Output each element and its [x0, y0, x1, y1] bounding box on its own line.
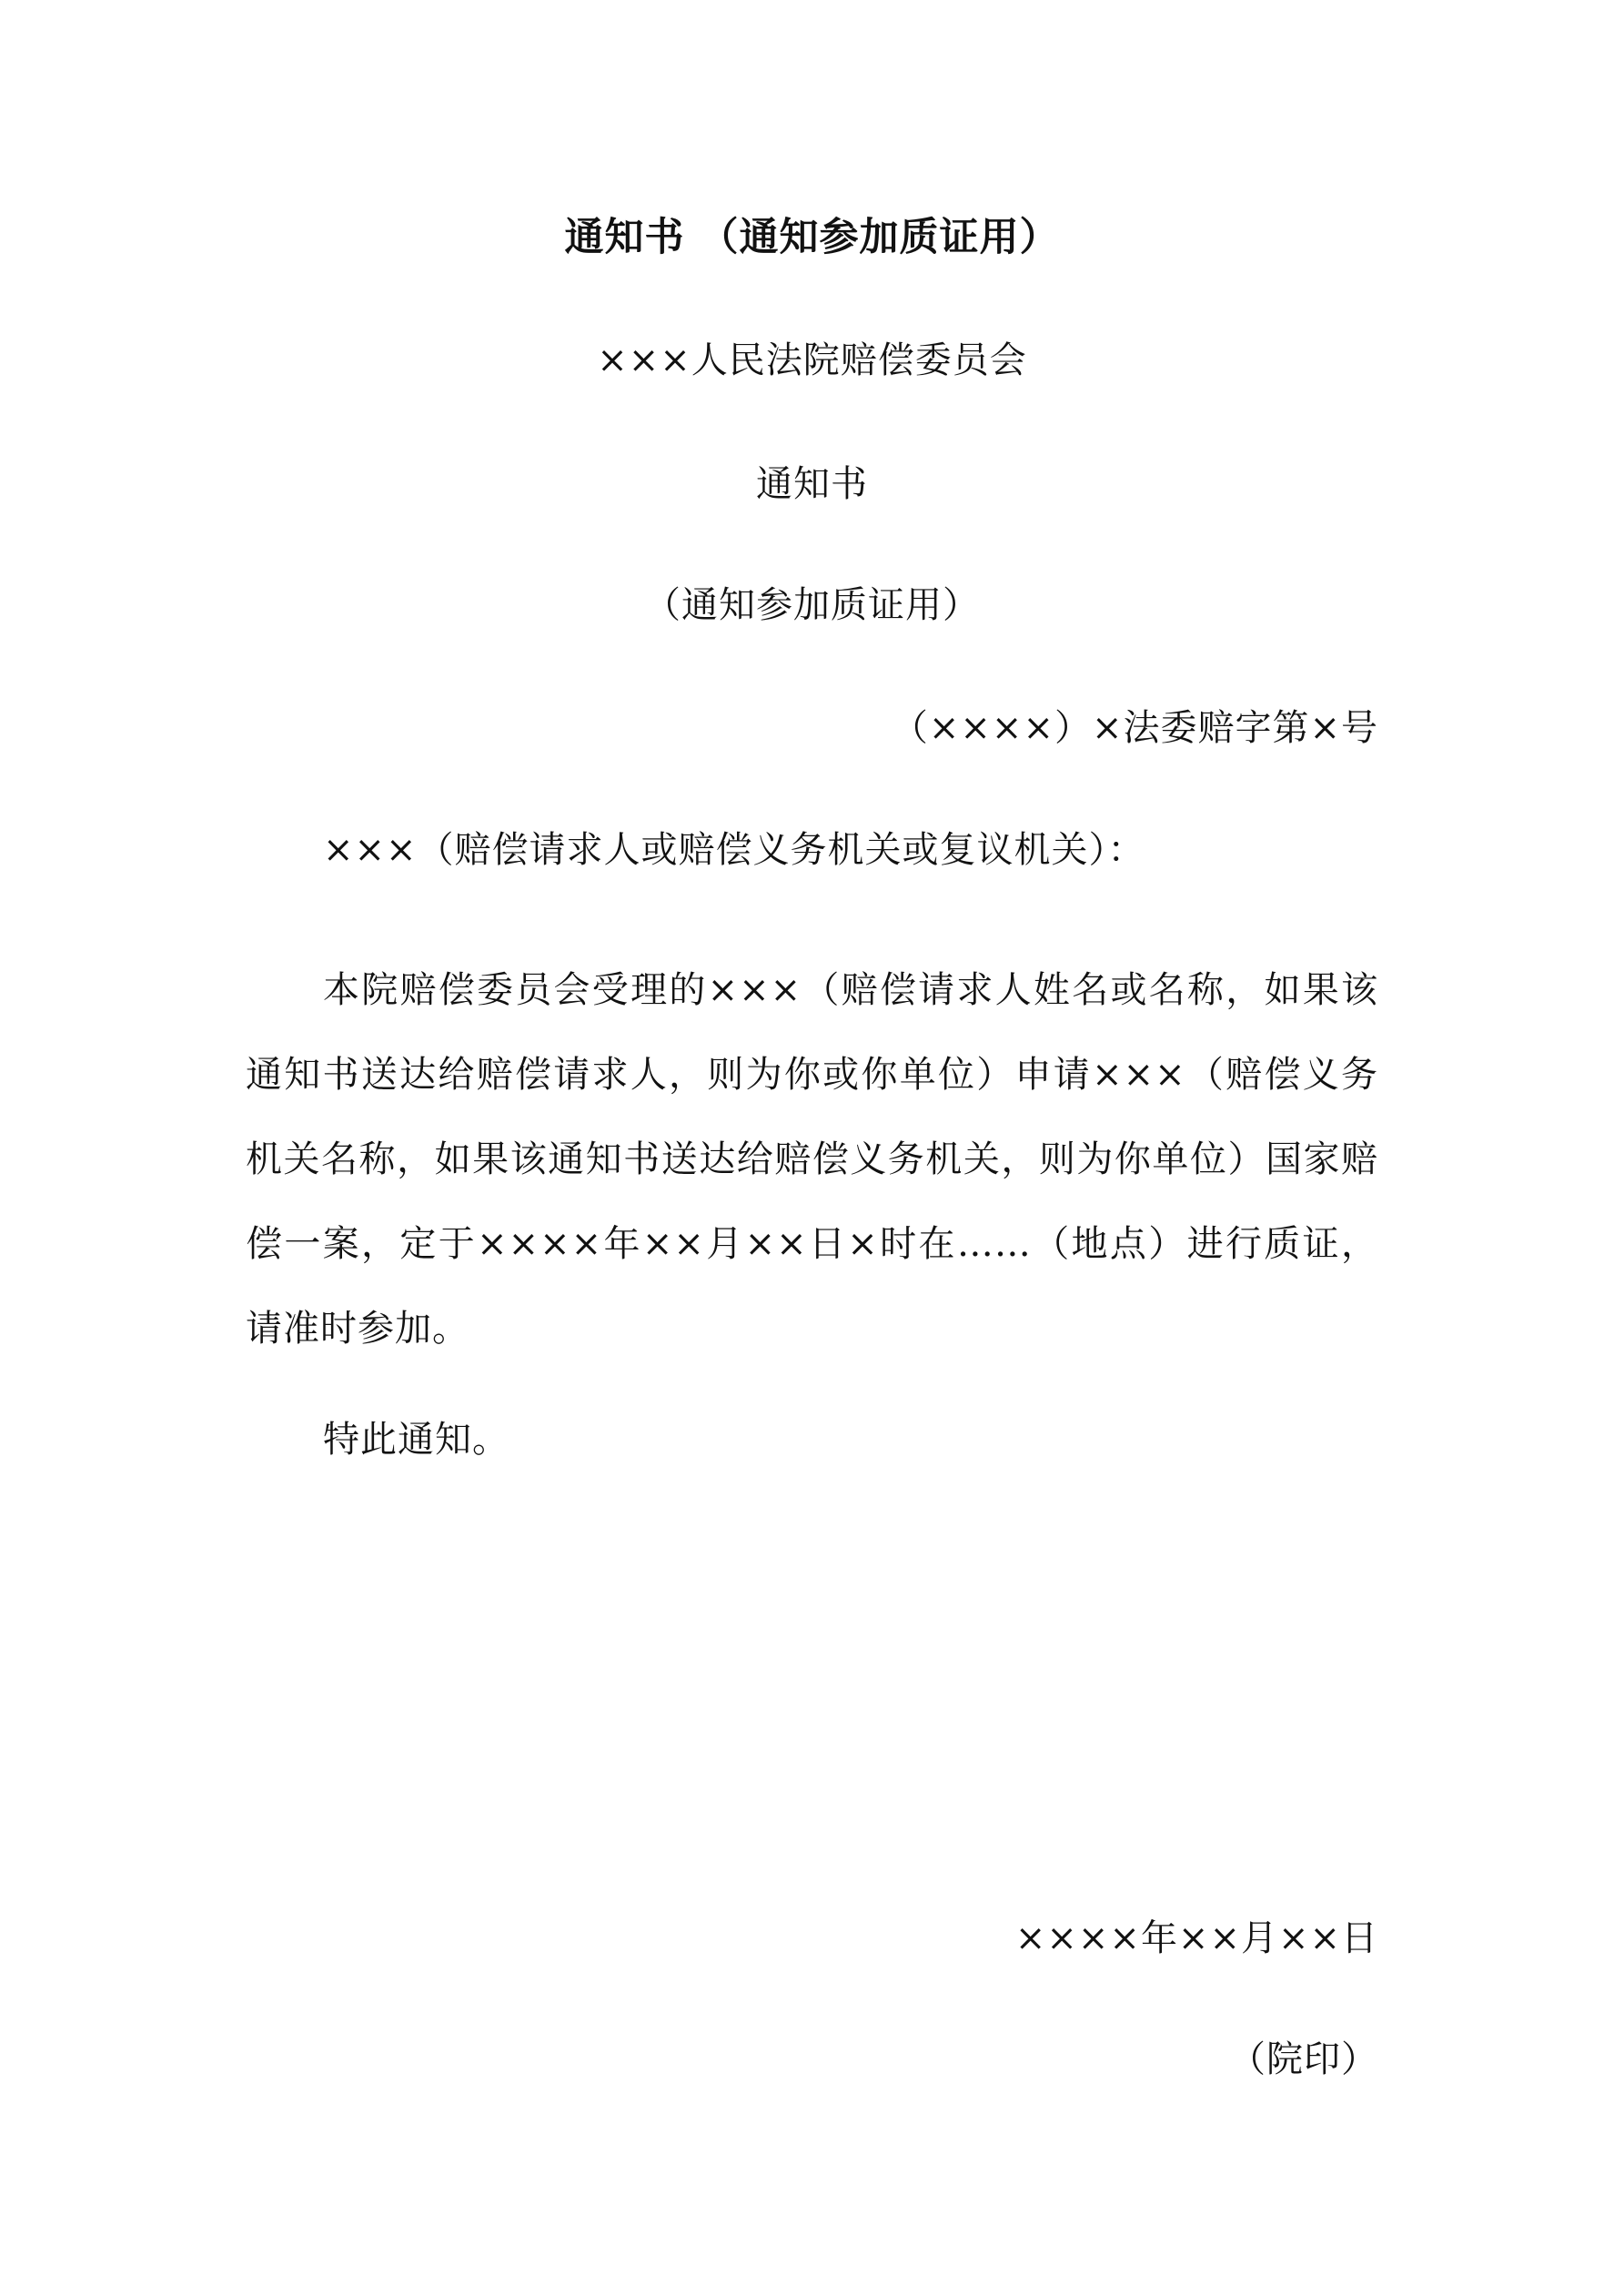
issue-date: ××××年××月××日: [1014, 1917, 1378, 1959]
closing-line: 特此通知。: [323, 1419, 509, 1461]
doc-subtype-heading: （通知参加质证用）: [644, 584, 980, 626]
document-title: 通知书 （通知参加质证用）: [564, 215, 1060, 260]
addressee-line: ×××（赔偿请求人或赔偿义务机关或复议机关）：: [323, 829, 1145, 871]
case-number: （××××）×法委赔字第×号: [891, 707, 1378, 749]
court-name: ×××人民法院赔偿委员会: [597, 339, 1027, 381]
court-seal-note: （院印）: [1229, 2038, 1378, 2080]
doc-type-heading: 通知书: [756, 463, 868, 505]
notice-body-paragraph: 本院赔偿委员会受理的×××（赔偿请求人姓名或名称，如果该通知书送达给赔偿请求人，则为你或你单位）申请×××（赔偿义务机关名称，如果该通知书送达给赔偿义务机关，则为你单位）国家赔偿一案，定于××××年××月××日×时在……（地点）进行质证，请准时参加。: [246, 969, 1378, 1350]
